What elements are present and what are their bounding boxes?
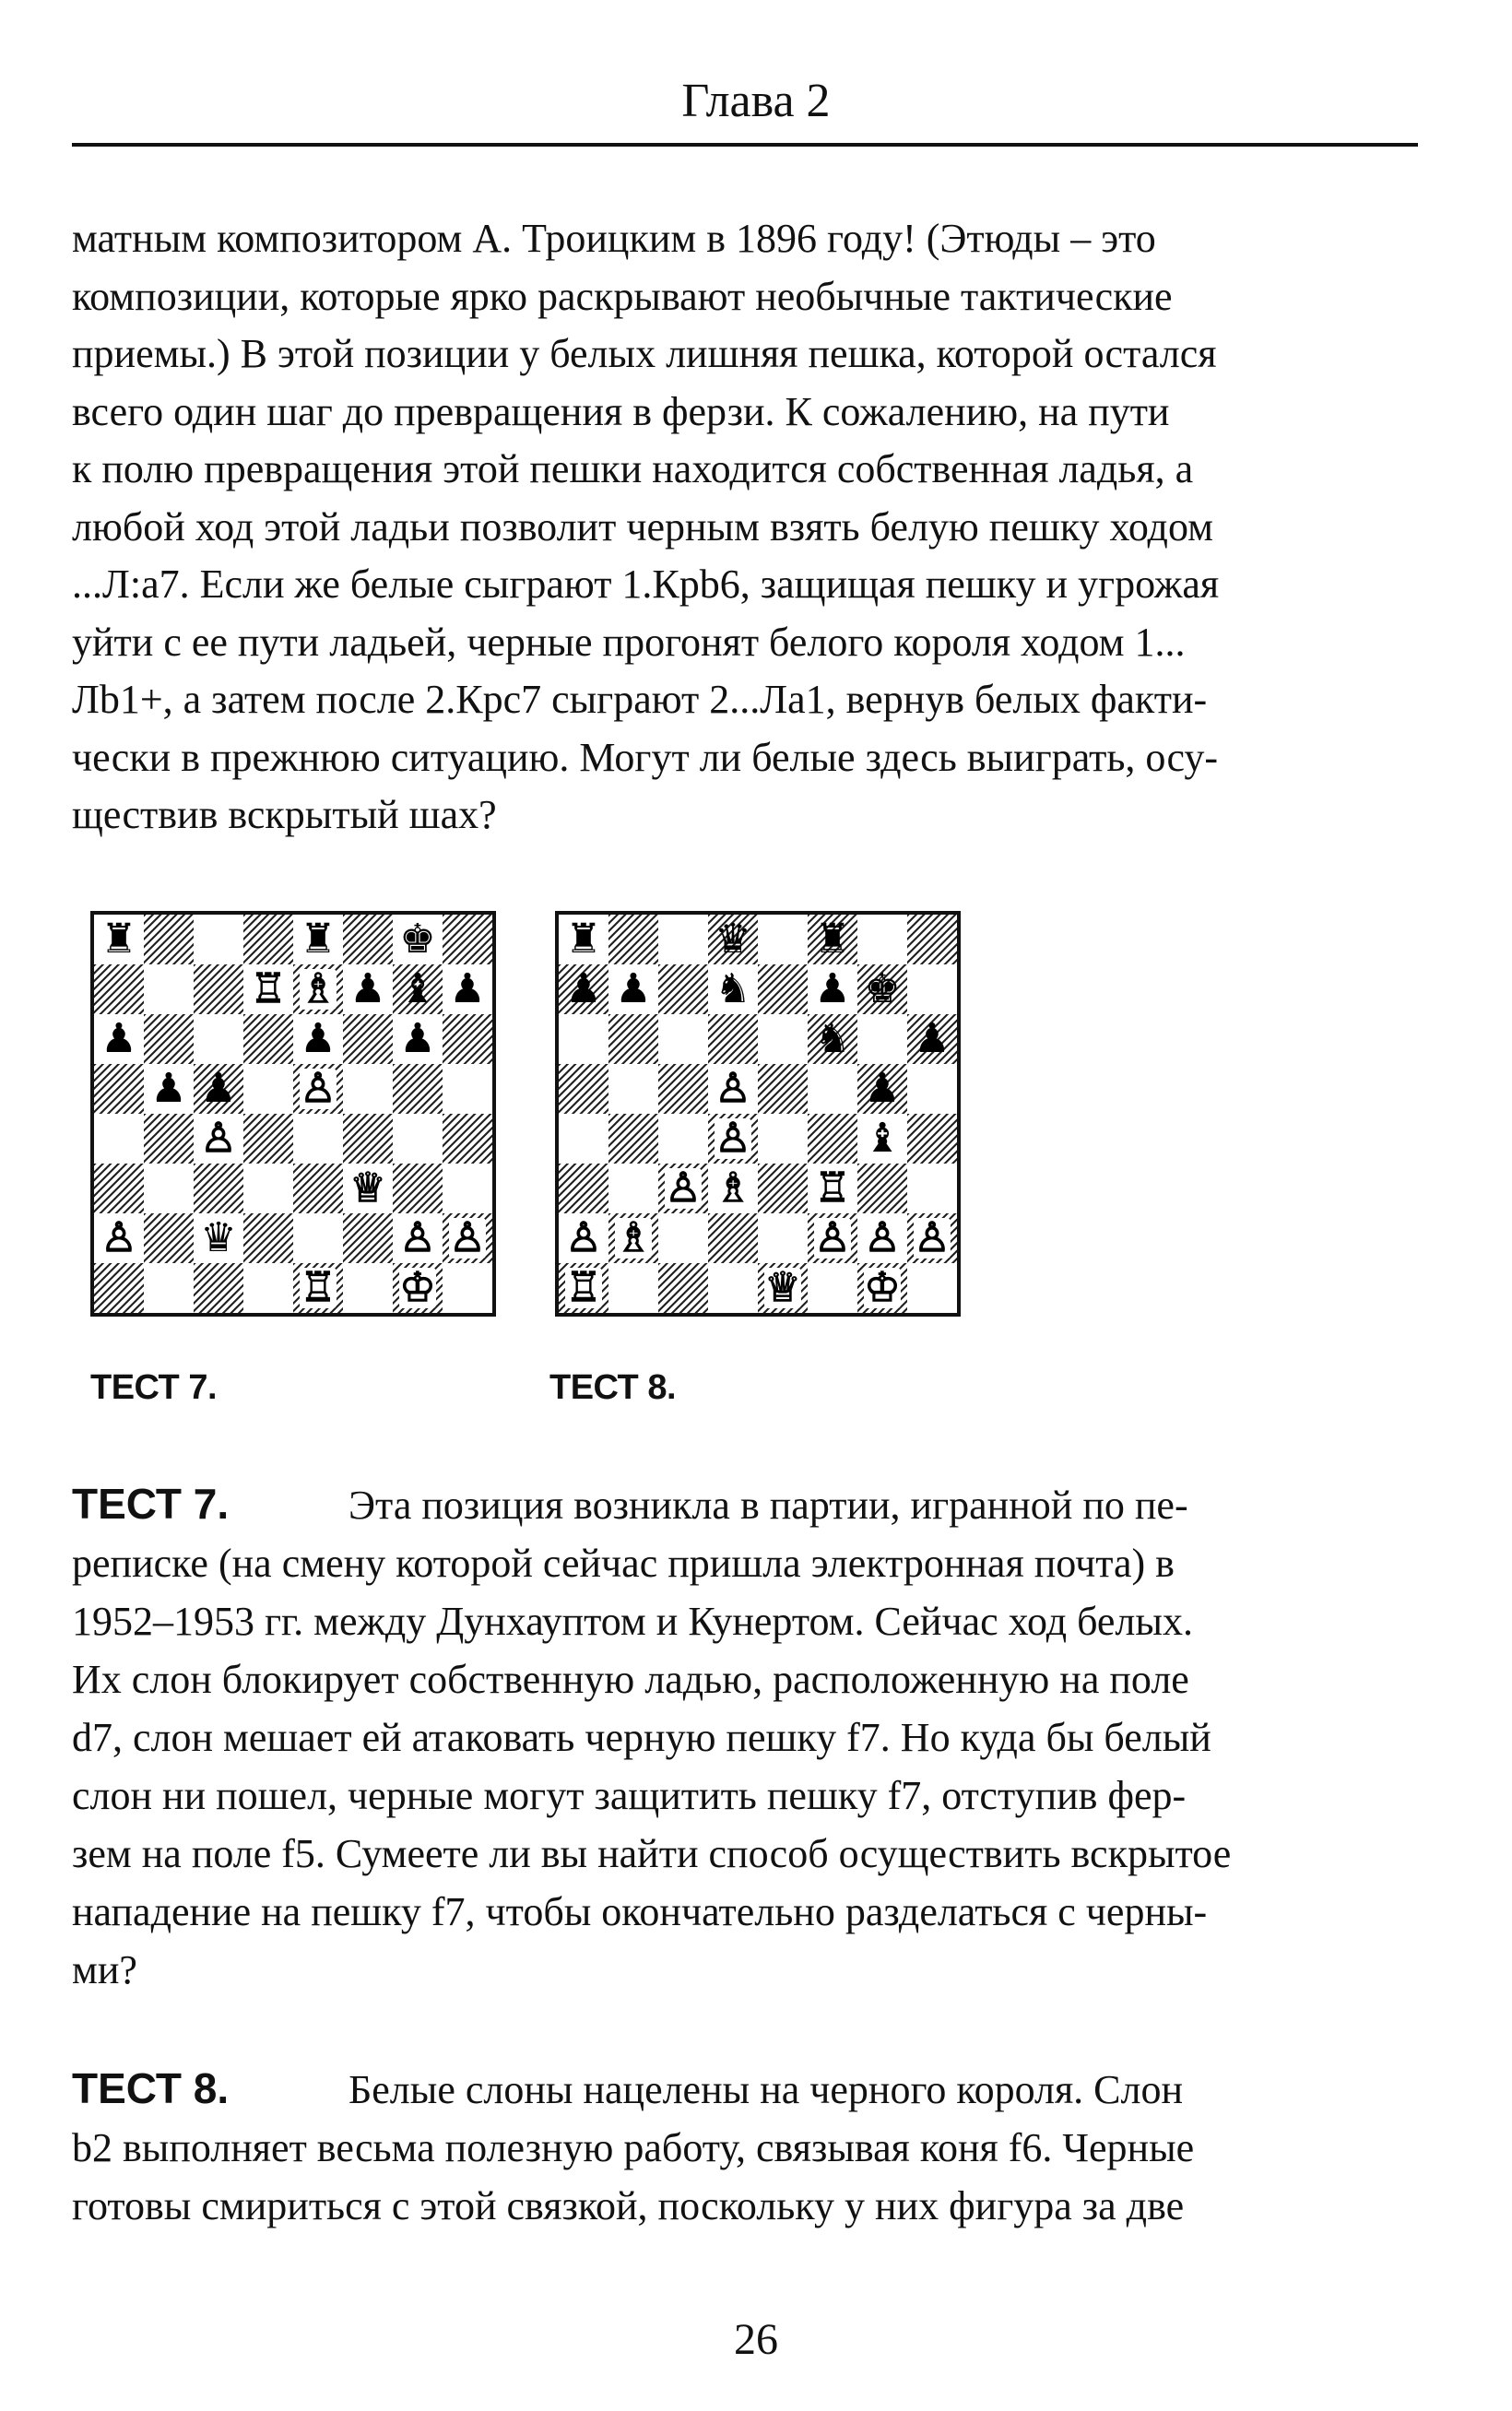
square-e1 — [293, 1263, 343, 1313]
square-g8 — [393, 915, 443, 964]
square-d1 — [708, 1263, 758, 1313]
square-c2 — [194, 1213, 243, 1263]
diagram-caption-test8: ТЕСТ 8. — [549, 1368, 677, 1407]
square-a4 — [94, 1114, 144, 1164]
square-c3 — [194, 1164, 243, 1213]
intro-line: любой ход этой ладьи позволит черным взять белую пешку ходом — [72, 503, 1213, 550]
intro-line: ществив вскрытый шах? — [72, 792, 497, 837]
square-g5 — [857, 1064, 907, 1114]
square-b6 — [144, 1014, 194, 1064]
black-king-icon: ♚ — [864, 965, 901, 1012]
square-c5 — [658, 1064, 708, 1114]
black-pawn-icon: ♟ — [565, 965, 602, 1012]
test7-line: Их слон блокирует собственную ладью, расположенную на поле — [72, 1657, 1189, 1702]
white-queen-icon: ♕ — [764, 1264, 801, 1311]
square-d5 — [708, 1064, 758, 1114]
square-b2 — [144, 1213, 194, 1263]
white-pawn-icon: ♙ — [914, 1214, 951, 1261]
square-e8 — [758, 915, 808, 964]
square-a1 — [559, 1263, 608, 1313]
square-c8 — [658, 915, 708, 964]
square-a3 — [94, 1164, 144, 1213]
square-e2 — [293, 1213, 343, 1263]
intro-line: уйти с ее пути ладьей, черные прогонят белого короля ходом 1... — [72, 619, 1186, 665]
square-b5 — [144, 1064, 194, 1114]
test8-label: ТЕСТ 8. — [72, 2064, 230, 2112]
square-c2 — [658, 1213, 708, 1263]
square-h8 — [443, 915, 492, 964]
test8-line: Белые слоны нацелены на черного короля. Слон — [348, 2067, 1184, 2112]
square-a2 — [94, 1213, 144, 1263]
square-a8 — [94, 915, 144, 964]
test7-label: ТЕСТ 7. — [72, 1480, 230, 1528]
square-d6 — [243, 1014, 293, 1064]
black-bishop-icon: ♝ — [399, 965, 436, 1012]
square-e4 — [758, 1114, 808, 1164]
square-h7 — [443, 964, 492, 1014]
test8-line: b2 выполняет весьма полезную работу, связывая коня f6. Черные — [72, 2125, 1195, 2170]
square-h5 — [907, 1064, 957, 1114]
square-c7 — [658, 964, 708, 1014]
black-pawn-icon: ♟ — [449, 965, 486, 1012]
test7-line: 1952–1953 гг. между Дунхауптом и Кунертом. Сейчас ход белых. — [72, 1599, 1193, 1644]
black-king-icon: ♚ — [399, 916, 436, 963]
square-e7 — [758, 964, 808, 1014]
page-number: 26 — [734, 2315, 778, 2364]
square-a5 — [559, 1064, 608, 1114]
white-bishop-icon: ♗ — [715, 1164, 751, 1211]
chess-diagram-test8 — [555, 911, 961, 1317]
white-king-icon: ♔ — [864, 1264, 901, 1311]
square-f5 — [343, 1064, 393, 1114]
square-g3 — [857, 1164, 907, 1213]
test8-line: готовы смириться с этой связкой, поскольку у них фигура за две — [72, 2183, 1185, 2228]
test7-line: d7, слон мешает ей атаковать черную пешку f7. Но куда бы белый — [72, 1715, 1211, 1760]
square-d3 — [243, 1164, 293, 1213]
white-pawn-icon: ♙ — [200, 1115, 237, 1162]
test8-first-line — [72, 2060, 1420, 2119]
square-h3 — [443, 1164, 492, 1213]
square-h4 — [907, 1114, 957, 1164]
header-rule — [72, 143, 1418, 147]
square-b5 — [608, 1064, 658, 1114]
square-e2 — [758, 1213, 808, 1263]
white-rook-icon: ♖ — [300, 1264, 337, 1311]
black-bishop-icon: ♝ — [864, 1115, 901, 1162]
square-a6 — [559, 1014, 608, 1064]
square-c4 — [658, 1114, 708, 1164]
square-d4 — [708, 1114, 758, 1164]
square-e5 — [758, 1064, 808, 1114]
black-pawn-icon: ♟ — [399, 1015, 436, 1062]
square-c3 — [658, 1164, 708, 1213]
square-f4 — [343, 1114, 393, 1164]
square-d2 — [243, 1213, 293, 1263]
white-pawn-icon: ♙ — [715, 1115, 751, 1162]
intro-line: матным композитором А. Троицким в 1896 году! (Этюды – это — [72, 216, 1156, 261]
square-h2 — [907, 1213, 957, 1263]
white-rook-icon: ♖ — [250, 965, 287, 1012]
square-f3 — [808, 1164, 857, 1213]
square-f3 — [343, 1164, 393, 1213]
white-pawn-icon: ♙ — [715, 1065, 751, 1112]
white-rook-icon: ♖ — [565, 1264, 602, 1311]
square-b7 — [144, 964, 194, 1014]
square-d2 — [708, 1213, 758, 1263]
square-h2 — [443, 1213, 492, 1263]
square-c6 — [194, 1014, 243, 1064]
white-pawn-icon: ♙ — [449, 1214, 486, 1261]
square-g1 — [857, 1263, 907, 1313]
square-g2 — [393, 1213, 443, 1263]
square-g7 — [393, 964, 443, 1014]
square-c7 — [194, 964, 243, 1014]
square-h1 — [907, 1263, 957, 1313]
page-header: Глава 2 — [681, 75, 831, 127]
square-b8 — [608, 915, 658, 964]
square-c4 — [194, 1114, 243, 1164]
square-f2 — [808, 1213, 857, 1263]
square-b3 — [144, 1164, 194, 1213]
square-c6 — [658, 1014, 708, 1064]
test7-line: зем на поле f5. Сумеете ли вы найти способ осуществить вскрытое — [72, 1831, 1232, 1876]
square-g3 — [393, 1164, 443, 1213]
square-d7 — [243, 964, 293, 1014]
square-e3 — [293, 1164, 343, 1213]
test7-line: слон ни пошел, черные могут защитить пешку f7, отступив фер- — [72, 1773, 1187, 1818]
white-bishop-icon: ♗ — [300, 965, 337, 1012]
square-d4 — [243, 1114, 293, 1164]
square-f4 — [808, 1114, 857, 1164]
test7-first-line — [72, 1475, 1420, 1534]
black-pawn-icon: ♟ — [300, 1015, 337, 1062]
square-b2 — [608, 1213, 658, 1263]
square-e4 — [293, 1114, 343, 1164]
black-pawn-icon: ♟ — [100, 1015, 137, 1062]
square-c8 — [194, 915, 243, 964]
square-c5 — [194, 1064, 243, 1114]
chess-diagram-test7 — [90, 911, 496, 1317]
intro-line: к полю превращения этой пешки находится собственная ладья, а — [72, 446, 1194, 491]
square-d8 — [708, 915, 758, 964]
square-a7 — [559, 964, 608, 1014]
square-e5 — [293, 1064, 343, 1114]
intro-paragraph — [72, 210, 1420, 845]
intro-line: композиции, которые ярко раскрывают необычные тактические — [72, 273, 1173, 319]
square-f6 — [343, 1014, 393, 1064]
test7-line: Эта позиция возникла в партии, игранной по пе- — [348, 1483, 1188, 1528]
square-h5 — [443, 1064, 492, 1114]
square-f8 — [808, 915, 857, 964]
black-pawn-icon: ♟ — [864, 1065, 901, 1112]
white-bishop-icon: ♗ — [615, 1214, 652, 1261]
black-pawn-icon: ♟ — [200, 1065, 237, 1112]
square-e6 — [293, 1014, 343, 1064]
square-h3 — [907, 1164, 957, 1213]
test7-line: ми? — [72, 1947, 137, 1992]
black-pawn-icon: ♟ — [150, 1065, 187, 1112]
square-f7 — [343, 964, 393, 1014]
test7-line: реписке (на смену которой сейчас пришла электронная почта) в — [72, 1541, 1175, 1586]
square-g4 — [393, 1114, 443, 1164]
square-a3 — [559, 1164, 608, 1213]
square-h6 — [907, 1014, 957, 1064]
square-g8 — [857, 915, 907, 964]
square-a2 — [559, 1213, 608, 1263]
square-f6 — [808, 1014, 857, 1064]
square-e8 — [293, 915, 343, 964]
square-f7 — [808, 964, 857, 1014]
intro-line: всего один шаг до превращения в ферзи. К сожалению, на пути — [72, 388, 1170, 434]
square-g5 — [393, 1064, 443, 1114]
square-e7 — [293, 964, 343, 1014]
black-rook-icon: ♜ — [565, 916, 602, 963]
diagram-caption-test7: ТЕСТ 7. — [90, 1368, 218, 1407]
intro-line: Лb1+, а затем после 2.Крс7 сыграют 2...Ла1, вернув белых факти- — [72, 677, 1208, 722]
square-g2 — [857, 1213, 907, 1263]
white-pawn-icon: ♙ — [300, 1065, 337, 1112]
square-d7 — [708, 964, 758, 1014]
test7-line: нападение на пешку f7, чтобы окончательно разделаться с черны- — [72, 1889, 1208, 1934]
square-f5 — [808, 1064, 857, 1114]
square-d1 — [243, 1263, 293, 1313]
black-knight-icon: ♞ — [715, 965, 751, 1012]
white-pawn-icon: ♙ — [665, 1164, 702, 1211]
square-g4 — [857, 1114, 907, 1164]
square-d5 — [243, 1064, 293, 1114]
square-b7 — [608, 964, 658, 1014]
square-a4 — [559, 1114, 608, 1164]
intro-line: чески в прежнюю ситуацию. Могут ли белые здесь выиграть, осу- — [72, 734, 1219, 780]
black-pawn-icon: ♟ — [349, 965, 386, 1012]
square-a7 — [94, 964, 144, 1014]
intro-line: приемы.) В этой позиции у белых лишняя пешка, которой остался — [72, 331, 1217, 376]
black-pawn-icon: ♟ — [914, 1015, 951, 1062]
black-rook-icon: ♜ — [300, 916, 337, 963]
square-b1 — [608, 1263, 658, 1313]
square-a6 — [94, 1014, 144, 1064]
black-pawn-icon: ♟ — [615, 965, 652, 1012]
black-queen-icon: ♛ — [715, 916, 751, 963]
white-pawn-icon: ♙ — [565, 1214, 602, 1261]
white-pawn-icon: ♙ — [814, 1214, 851, 1261]
square-e3 — [758, 1164, 808, 1213]
square-c1 — [194, 1263, 243, 1313]
black-knight-icon: ♞ — [814, 1015, 851, 1062]
square-g7 — [857, 964, 907, 1014]
black-rook-icon: ♜ — [814, 916, 851, 963]
white-pawn-icon: ♙ — [864, 1214, 901, 1261]
square-h4 — [443, 1114, 492, 1164]
square-a1 — [94, 1263, 144, 1313]
square-b3 — [608, 1164, 658, 1213]
test8-section — [72, 2060, 1420, 2235]
white-queen-icon: ♕ — [349, 1164, 386, 1211]
square-e6 — [758, 1014, 808, 1064]
white-pawn-icon: ♙ — [100, 1214, 137, 1261]
square-b4 — [608, 1114, 658, 1164]
square-h6 — [443, 1014, 492, 1064]
square-h1 — [443, 1263, 492, 1313]
square-c1 — [658, 1263, 708, 1313]
square-b6 — [608, 1014, 658, 1064]
test7-section — [72, 1475, 1420, 1999]
square-b4 — [144, 1114, 194, 1164]
white-pawn-icon: ♙ — [399, 1214, 436, 1261]
square-f2 — [343, 1213, 393, 1263]
square-f1 — [808, 1263, 857, 1313]
square-f1 — [343, 1263, 393, 1313]
square-b8 — [144, 915, 194, 964]
white-rook-icon: ♖ — [814, 1164, 851, 1211]
square-g1 — [393, 1263, 443, 1313]
square-d6 — [708, 1014, 758, 1064]
square-a8 — [559, 915, 608, 964]
square-h8 — [907, 915, 957, 964]
black-queen-icon: ♛ — [200, 1214, 237, 1261]
white-king-icon: ♔ — [399, 1264, 436, 1311]
square-d3 — [708, 1164, 758, 1213]
square-g6 — [393, 1014, 443, 1064]
square-f8 — [343, 915, 393, 964]
square-d8 — [243, 915, 293, 964]
square-e1 — [758, 1263, 808, 1313]
square-b1 — [144, 1263, 194, 1313]
black-pawn-icon: ♟ — [814, 965, 851, 1012]
square-h7 — [907, 964, 957, 1014]
square-g6 — [857, 1014, 907, 1064]
intro-line: ...Л:а7. Если же белые сыграют 1.Крb6, защищая пешку и угрожая — [72, 561, 1220, 607]
square-a5 — [94, 1064, 144, 1114]
black-rook-icon: ♜ — [100, 916, 137, 963]
